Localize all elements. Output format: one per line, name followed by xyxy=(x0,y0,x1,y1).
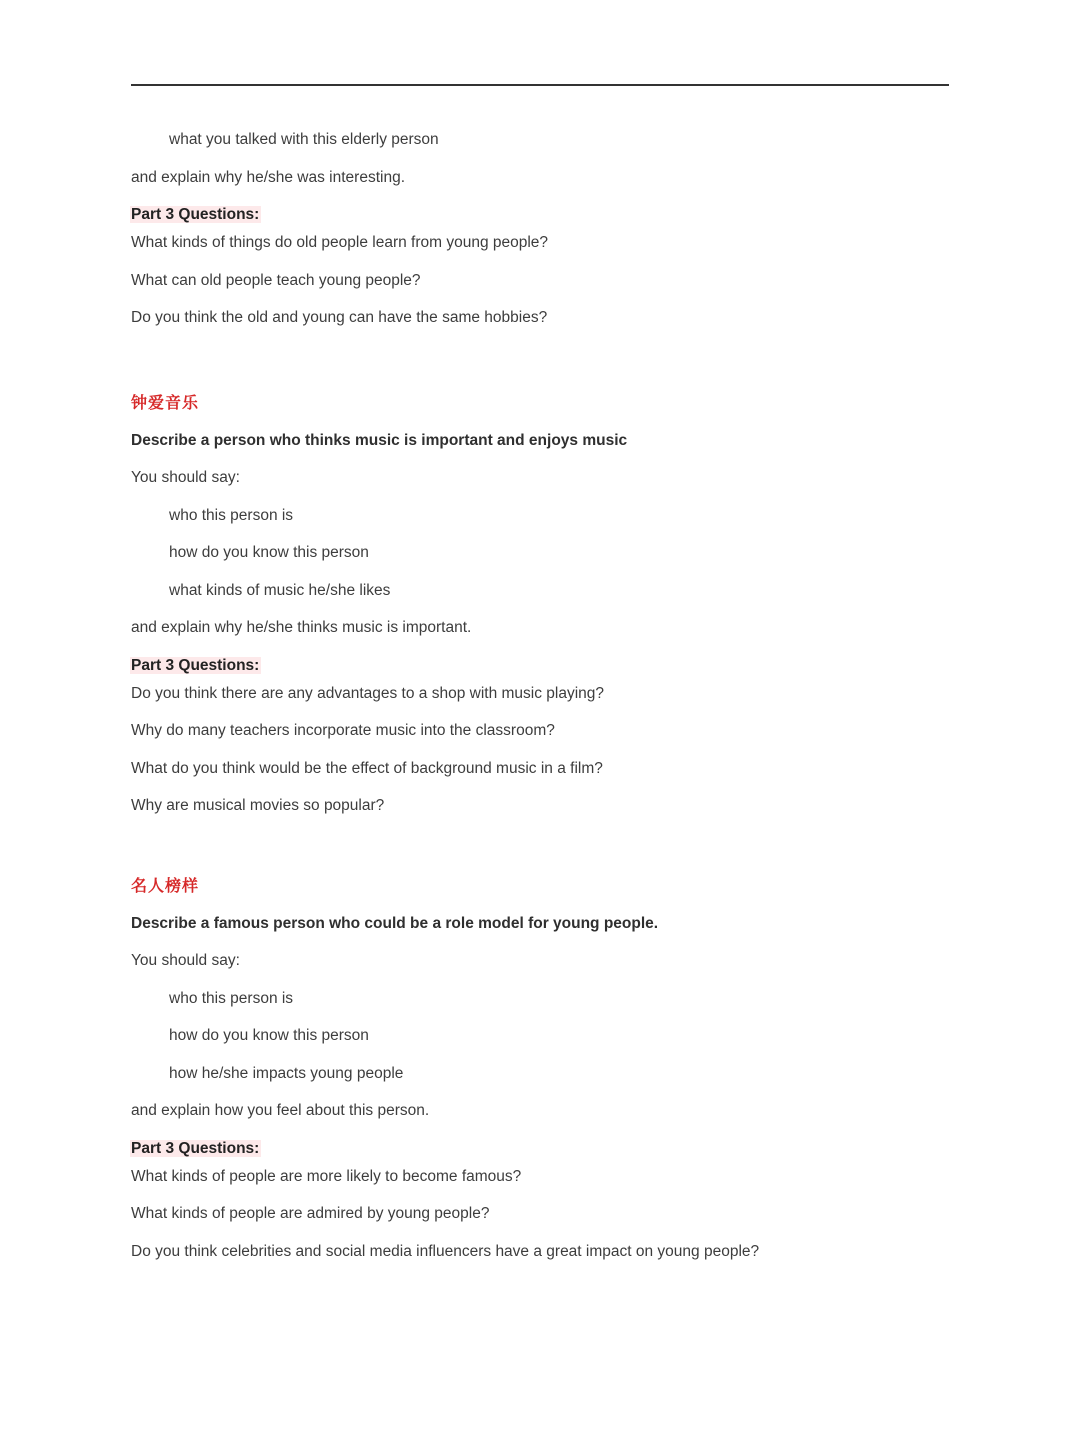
s2-question-3: What do you think would be the effect of background music in a film? xyxy=(131,760,603,777)
s1-question-3: Do you think the old and young can have the same hobbies? xyxy=(131,309,548,326)
s2-prompt-2: how do you know this person xyxy=(169,544,369,561)
s2-you-should-say: You should say: xyxy=(131,469,240,486)
s3-closing: and explain how you feel about this person. xyxy=(131,1102,430,1119)
s1-part3-label xyxy=(131,205,261,225)
s2-closing: and explain why he/she thinks music is important. xyxy=(131,619,472,636)
s2-topic: Describe a person who thinks music is important and enjoys music xyxy=(131,432,628,449)
s3-heading: 名人榜样 xyxy=(131,878,200,895)
s2-prompt-3: what kinds of music he/she likes xyxy=(169,582,391,599)
s1-closing: and explain why he/she was interesting. xyxy=(131,169,405,186)
s3-question-2: What kinds of people are admired by young people? xyxy=(131,1205,490,1222)
s3-part3-label xyxy=(131,1139,261,1159)
s2-part3-label xyxy=(131,656,261,676)
s3-prompt-3: how he/she impacts young people xyxy=(169,1065,404,1082)
s3-prompt-1: who this person is xyxy=(169,990,294,1007)
s1-part3-label-text: Part 3 Questions: xyxy=(131,206,260,223)
s1-prompt-item: what you talked with this elderly person xyxy=(169,131,439,148)
s2-question-4: Why are musical movies so popular? xyxy=(131,797,385,814)
s3-question-3: Do you think celebrities and social media influencers have a great impact on young people? xyxy=(131,1243,760,1260)
s1-question-2: What can old people teach young people? xyxy=(131,272,421,289)
top-horizontal-rule xyxy=(131,84,949,86)
s2-prompt-1: who this person is xyxy=(169,507,294,524)
s3-part3-label-text: Part 3 Questions: xyxy=(131,1140,260,1157)
s3-topic: Describe a famous person who could be a role model for young people. xyxy=(131,915,659,932)
s2-question-1: Do you think there are any advantages to a shop with music playing? xyxy=(131,685,605,702)
s3-prompt-2: how do you know this person xyxy=(169,1027,369,1044)
s3-you-should-say: You should say: xyxy=(131,952,240,969)
s3-question-1: What kinds of people are more likely to become famous? xyxy=(131,1168,522,1185)
s2-question-2: Why do many teachers incorporate music into the classroom? xyxy=(131,722,555,739)
s2-part3-label-text: Part 3 Questions: xyxy=(131,657,260,674)
s2-heading: 钟爱音乐 xyxy=(131,395,200,412)
s1-question-1: What kinds of things do old people learn from young people? xyxy=(131,234,549,251)
